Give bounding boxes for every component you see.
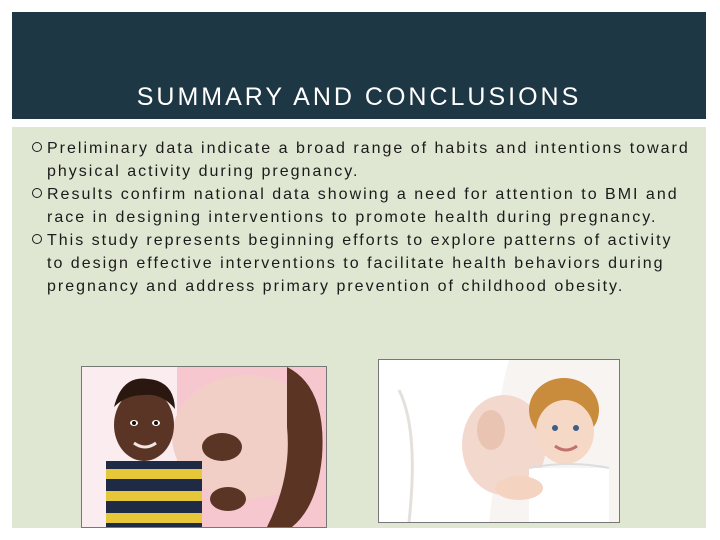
title-banner: [12, 12, 706, 119]
bullet-circle-icon: [32, 142, 42, 152]
bullet-item: [32, 183, 692, 229]
bullet-text: This study represents beginning efforts to explore patterns of activity to design effective interventions to facilitate health behaviors during pregnancy and address primary prevention of childhood obesity.: [47, 232, 673, 295]
bullet-item: [32, 137, 692, 183]
bullet-text: Preliminary data indicate a broad range of habits and intentions toward physical activity during pregnancy.: [47, 140, 690, 180]
bullet-list: [32, 137, 692, 298]
bullet-circle-icon: [32, 234, 42, 244]
photo-boy-hugging-belly: [81, 366, 327, 528]
bullet-circle-icon: [32, 188, 42, 198]
bullet-text: Results confirm national data showing a need for attention to BMI and race in designing interventions to promote health during pregnancy.: [47, 186, 679, 226]
slide-title: SUMMARY AND CONCLUSIONS: [136, 83, 582, 111]
bullet-item: [32, 229, 692, 298]
photo-child-with-belly: [378, 359, 620, 523]
